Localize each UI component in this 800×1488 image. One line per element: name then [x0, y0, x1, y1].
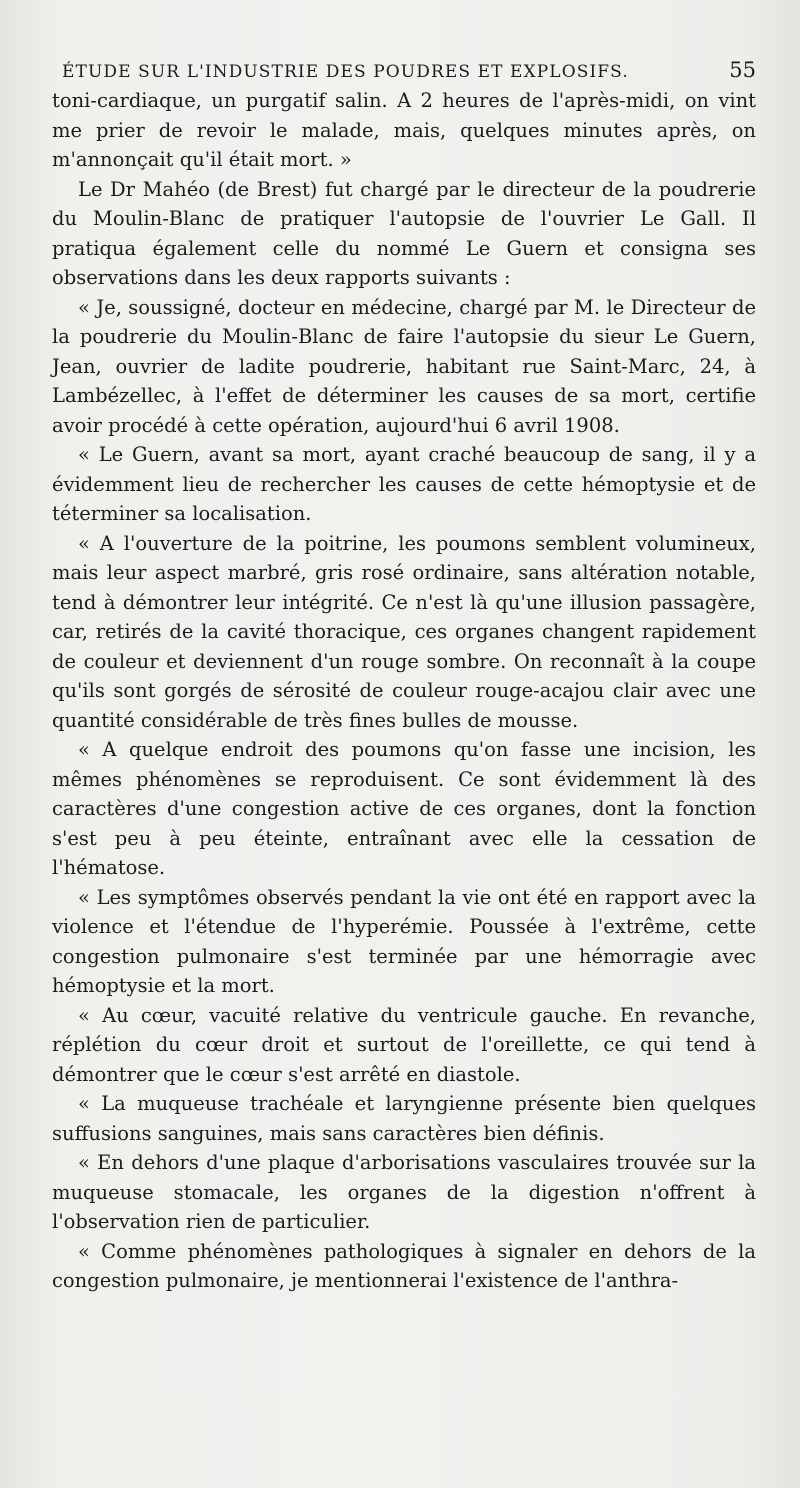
paragraph: « Les symptômes observés pendant la vie ont été en rapport avec la violence et l'étendue de l'hyperémie. Poussée à l'extrême, cette congestion pulmonaire s'est terminée par une hémorragie avec hémoptysie et la mort. [52, 885, 756, 997]
paragraph: « Je, soussigné, docteur en médecine, chargé par M. le Directeur de la poudrerie du Moulin-Blanc de faire l'autopsie du sieur Le Guern, Jean, ouvrier de ladite poudrerie, habitant rue Saint-Marc, 24, à Lambézellec, à l'effet de déterminer les causes de sa mort, certifie avoir procédé à cette opération, aujourd'hui 6 avril 1908. [52, 295, 756, 437]
text-body [52, 86, 756, 1296]
page-number: 55 [729, 58, 756, 82]
paragraph: toni-cardiaque, un purgatif salin. A 2 heures de l'après-midi, on vint me prier de revoir le malade, mais, quelques minutes après, on m'annonçait qu'il était mort. » [52, 89, 756, 171]
paragraph: « En dehors d'une plaque d'arborisations vasculaires trouvée sur la muqueuse stomacale, les organes de la digestion n'offrent à l'observation rien de particulier. [52, 1151, 756, 1233]
running-head-title: ÉTUDE SUR L'INDUSTRIE DES POUDRES ET EXPLOSIFS. [62, 62, 629, 82]
paragraph: « Le Guern, avant sa mort, ayant craché beaucoup de sang, il y a évidemment lieu de rechercher les causes de cette hémoptysie et de téterminer sa localisation. [52, 443, 756, 525]
running-head [52, 58, 756, 82]
paragraph: « La muqueuse trachéale et laryngienne présente bien quelques suffusions sanguines, mais sans caractères bien définis. [52, 1092, 756, 1145]
paragraph: Le Dr Mahéo (de Brest) fut chargé par le directeur de la poudrerie du Moulin-Blanc de pratiquer l'autopsie de l'ouvrier Le Gall. Il pratiqua également celle du nommé Le Guern et consigna ses observations dans les deux rapports suivants : [52, 177, 756, 289]
paragraph: « Au cœur, vacuité relative du ventricule gauche. En revanche, réplétion du cœur droit et surtout de l'oreillette, ce qui tend à démontrer que le cœur s'est arrêté en diastole. [52, 1003, 756, 1086]
paragraph: « A l'ouverture de la poitrine, les poumons semblent volumineux, mais leur aspect marbré, gris rosé ordinaire, sans altération notable, tend à démontrer leur intégrité. Ce n'est là qu'une illusion passagère, car, retirés de la cavité thoracique, ces organes changent rapidement de couleur et deviennent d'un rouge sombre. On reconnaît à la coupe qu'ils sont gorgés de sérosité de couleur rouge-acajou clair avec une quantité considérable de très fines bulles de mousse. [52, 531, 756, 732]
paragraph: « Comme phénomènes pathologiques à signaler en dehors de la congestion pulmonaire, je mentionnerai l'existence de l'anthra- [52, 1239, 756, 1292]
paragraph: « A quelque endroit des poumons qu'on fasse une incision, les mêmes phénomènes se reproduisent. Ce sont évidemment là des caractères d'une congestion active de ces organes, dont la fonction s'est peu à peu éteinte, entraînant avec elle la cessation de l'hématose. [52, 738, 756, 879]
